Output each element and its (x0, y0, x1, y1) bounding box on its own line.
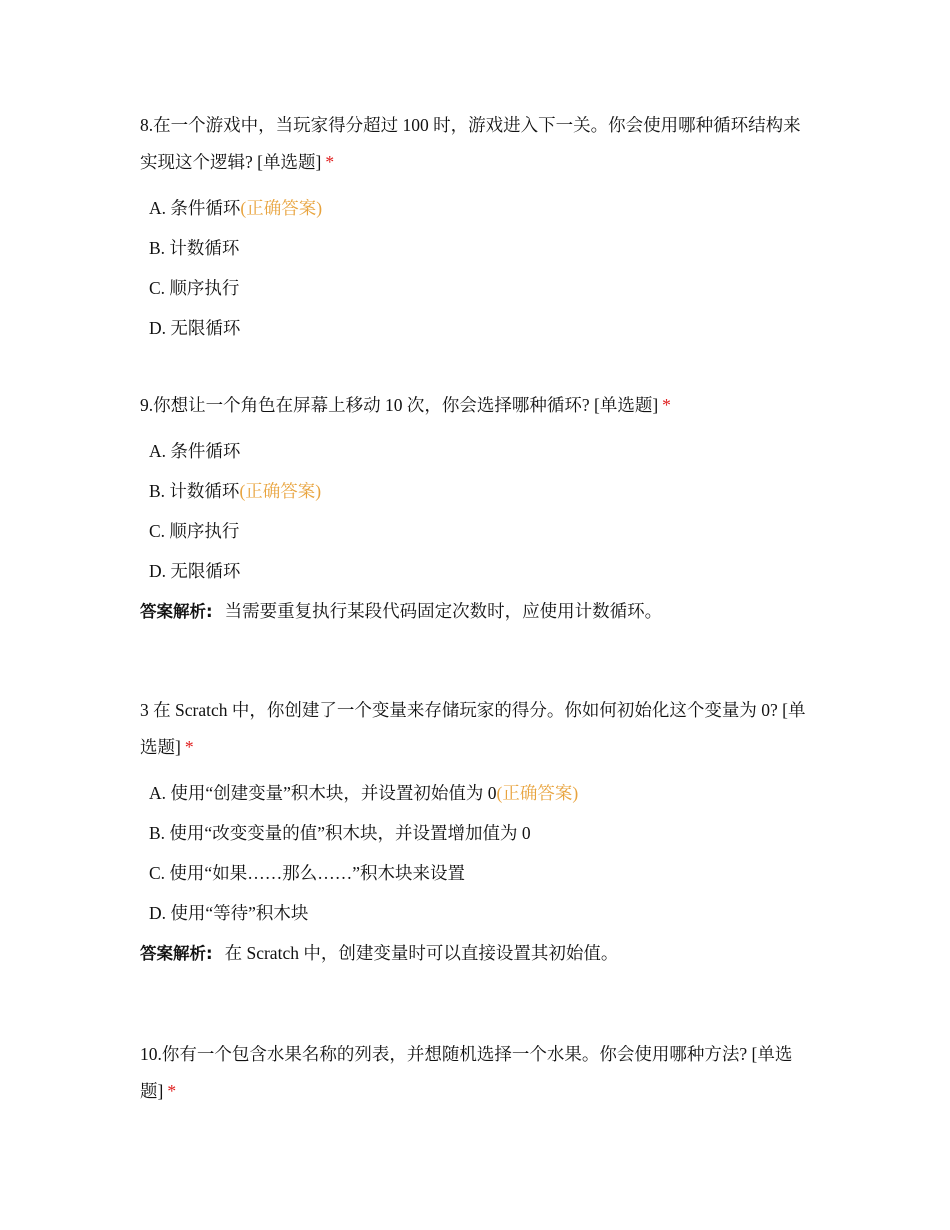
option-c[interactable]: C. 顺序执行 (149, 521, 240, 541)
correct-answer-tag: (正确答案) (239, 481, 322, 501)
question-title: 9.你想让一个角色在屏幕上移动 10 次，你会选择哪种循环? [单选题] * (140, 395, 671, 415)
question-title: 10.你有一个包含水果名称的列表，并想随机选择一个水果。你会使用哪种方法? [单选题] * (140, 1044, 793, 1101)
option-a[interactable]: A. 条件循环(正确答案) (149, 198, 323, 218)
required-mark: * (184, 737, 194, 757)
option-c[interactable]: C. 顺序执行 (149, 278, 240, 298)
question-3 (140, 692, 810, 973)
analysis-text: 在 Scratch 中，创建变量时可以直接设置其初始值。 (224, 943, 619, 963)
answer-analysis (140, 933, 810, 973)
required-mark: * (662, 395, 671, 415)
option-a[interactable]: A. 条件循环 (149, 441, 241, 461)
answer-analysis (140, 591, 810, 631)
required-mark: * (325, 152, 335, 172)
option-c[interactable]: C. 使用“如果……那么……”积木块来设置 (149, 863, 465, 883)
question-9 (140, 387, 810, 631)
option-d[interactable]: D. 使用“等待”积木块 (149, 903, 309, 923)
correct-answer-tag: (正确答案) (496, 783, 579, 803)
option-d[interactable]: D. 无限循环 (149, 318, 241, 338)
analysis-label: 答案解析: (140, 944, 213, 963)
question-10 (140, 1036, 810, 1110)
analysis-text: 当需要重复执行某段代码固定次数时，应使用计数循环。 (224, 601, 663, 621)
option-b[interactable]: B. 计数循环(正确答案) (149, 481, 322, 501)
correct-answer-tag: (正确答案) (240, 198, 323, 218)
option-b[interactable]: B. 计数循环 (149, 238, 240, 258)
option-d[interactable]: D. 无限循环 (149, 561, 241, 581)
option-a[interactable]: A. 使用“创建变量”积木块，并设置初始值为 0(正确答案) (149, 783, 579, 803)
option-b[interactable]: B. 使用“改变变量的值”积木块，并设置增加值为 0 (149, 823, 531, 843)
question-title: 3 在 Scratch 中，你创建了一个变量来存储玩家的得分。你如何初始化这个变量为 0? [单选题] * (140, 700, 806, 757)
analysis-label: 答案解析: (140, 602, 213, 621)
required-mark: * (167, 1081, 177, 1101)
question-8 (140, 107, 810, 348)
question-title: 8.在一个游戏中，当玩家得分超过 100 时，游戏进入下一关。你会使用哪种循环结构来实现这个逻辑? [单选题] * (140, 115, 801, 172)
